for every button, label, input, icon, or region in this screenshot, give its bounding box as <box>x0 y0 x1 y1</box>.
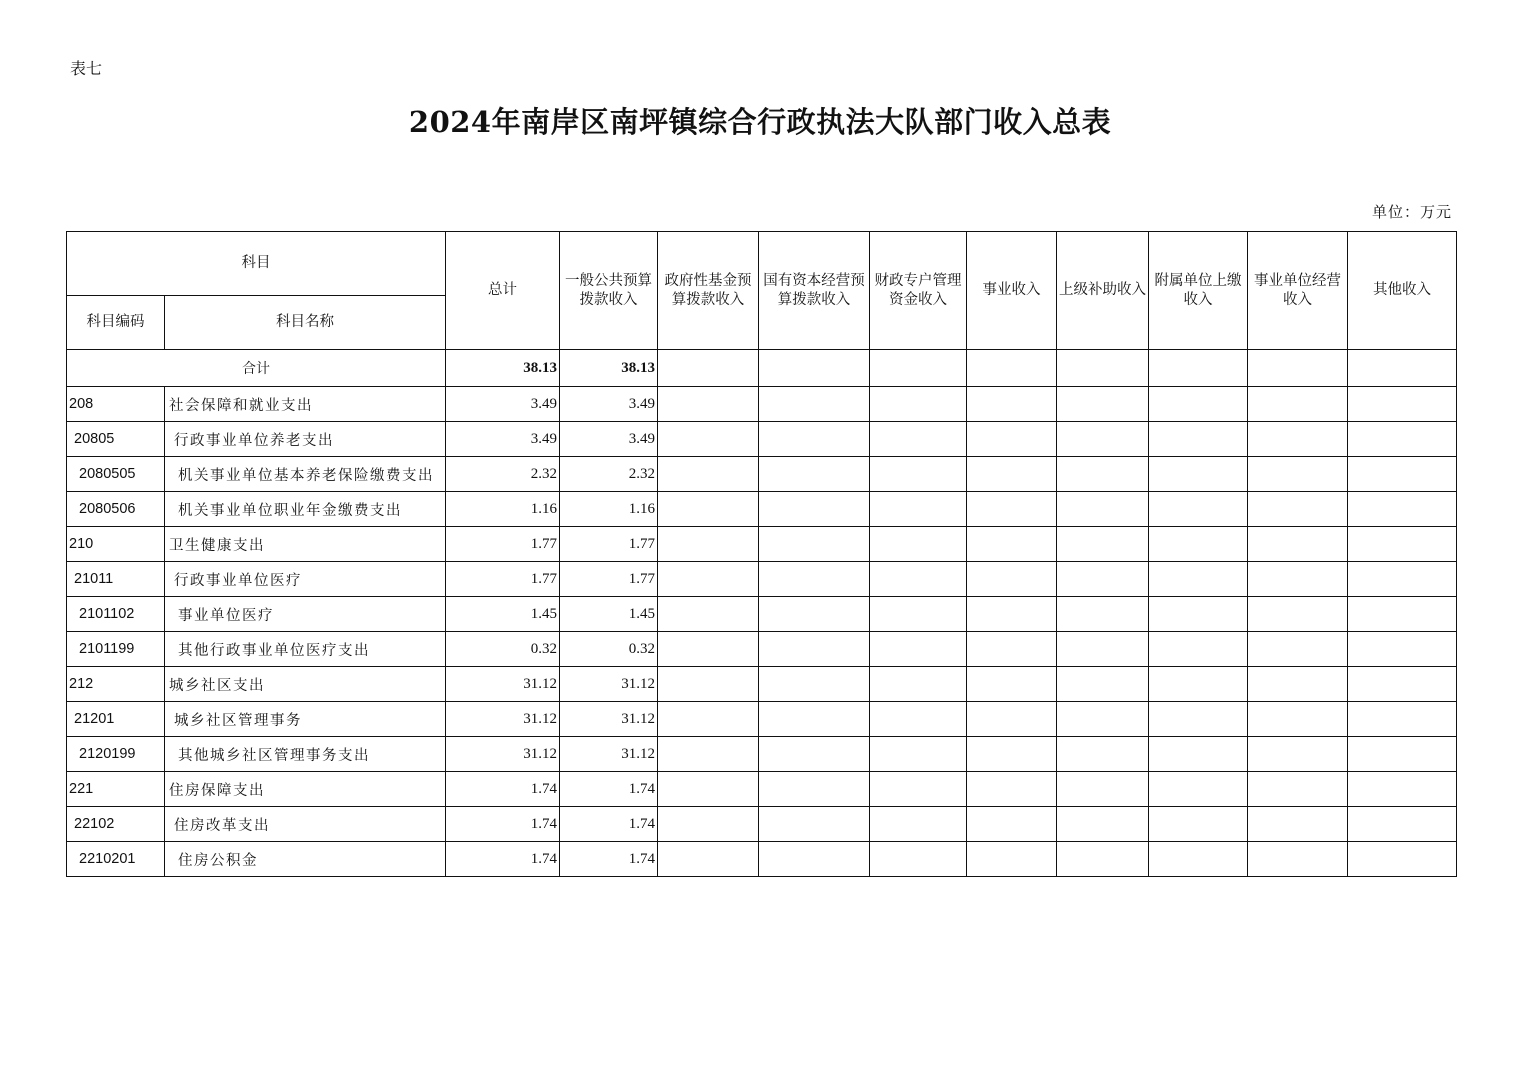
table-row <box>67 597 1457 632</box>
subject-name: 事业单位医疗 <box>165 597 446 632</box>
subject-name: 住房改革支出 <box>165 807 446 842</box>
row-general: 1.74 <box>560 807 658 842</box>
row-total: 1.77 <box>446 527 560 562</box>
row-total: 3.49 <box>446 422 560 457</box>
header-superior-subsidy: 上级补助收入 <box>1057 232 1149 350</box>
unit-label: 单位：万元 <box>1371 203 1452 221</box>
row-total: 31.12 <box>446 737 560 772</box>
subject-code: 208 <box>67 387 165 422</box>
subject-name: 住房公积金 <box>165 842 446 877</box>
income-table <box>66 231 1457 877</box>
table-row <box>67 667 1457 702</box>
row-total: 1.74 <box>446 772 560 807</box>
subject-code: 22102 <box>67 807 165 842</box>
subject-name: 社会保障和就业支出 <box>165 387 446 422</box>
subject-code: 2101199 <box>67 632 165 667</box>
subject-code: 210 <box>67 527 165 562</box>
row-general: 1.77 <box>560 562 658 597</box>
subject-code: 2120199 <box>67 737 165 772</box>
table-row <box>67 387 1457 422</box>
table-row <box>67 632 1457 667</box>
subject-name: 城乡社区管理事务 <box>165 702 446 737</box>
table-row <box>67 772 1457 807</box>
row-total: 31.12 <box>446 702 560 737</box>
subject-code: 2080505 <box>67 457 165 492</box>
row-total: 1.77 <box>446 562 560 597</box>
subject-name: 其他行政事业单位医疗支出 <box>165 632 446 667</box>
subject-code: 2210201 <box>67 842 165 877</box>
table-row <box>67 562 1457 597</box>
subject-code: 221 <box>67 772 165 807</box>
header-state-capital: 国有资本经营预算拨款收入 <box>759 232 870 350</box>
header-special-account: 财政专户管理资金收入 <box>870 232 967 350</box>
summary-general: 38.13 <box>560 350 658 387</box>
subject-name: 卫生健康支出 <box>165 527 446 562</box>
row-total: 1.16 <box>446 492 560 527</box>
summary-label: 合计 <box>67 350 446 387</box>
table-number-label: 表七 <box>70 59 103 78</box>
row-general: 3.49 <box>560 387 658 422</box>
header-other-income: 其他收入 <box>1348 232 1457 350</box>
header-subject: 科目 <box>67 232 446 296</box>
subject-code: 2080506 <box>67 492 165 527</box>
row-total: 1.74 <box>446 842 560 877</box>
row-general: 31.12 <box>560 702 658 737</box>
row-total: 31.12 <box>446 667 560 702</box>
subject-name: 其他城乡社区管理事务支出 <box>165 737 446 772</box>
summary-total: 38.13 <box>446 350 560 387</box>
table-row <box>67 702 1457 737</box>
table-row <box>67 842 1457 877</box>
header-subject-code: 科目编码 <box>67 296 165 350</box>
row-total: 2.32 <box>446 457 560 492</box>
subject-code: 20805 <box>67 422 165 457</box>
row-general: 1.74 <box>560 842 658 877</box>
header-operating-income: 事业单位经营收入 <box>1248 232 1348 350</box>
row-general: 1.77 <box>560 527 658 562</box>
subject-name: 机关事业单位职业年金缴费支出 <box>165 492 446 527</box>
summary-row <box>67 350 1457 387</box>
row-total: 1.74 <box>446 807 560 842</box>
subject-name: 行政事业单位养老支出 <box>165 422 446 457</box>
header-affiliated-units: 附属单位上缴收入 <box>1149 232 1248 350</box>
row-general: 0.32 <box>560 632 658 667</box>
row-general: 1.74 <box>560 772 658 807</box>
row-general: 1.45 <box>560 597 658 632</box>
subject-name: 住房保障支出 <box>165 772 446 807</box>
row-total: 3.49 <box>446 387 560 422</box>
table-row <box>67 527 1457 562</box>
row-total: 1.45 <box>446 597 560 632</box>
row-general: 2.32 <box>560 457 658 492</box>
subject-code: 21011 <box>67 562 165 597</box>
row-general: 31.12 <box>560 737 658 772</box>
table-row <box>67 422 1457 457</box>
subject-name: 城乡社区支出 <box>165 667 446 702</box>
header-business-income: 事业收入 <box>967 232 1057 350</box>
header-fund-budget: 政府性基金预算拨款收入 <box>658 232 759 350</box>
row-general: 3.49 <box>560 422 658 457</box>
header-subject-name: 科目名称 <box>165 296 446 350</box>
subject-name: 行政事业单位医疗 <box>165 562 446 597</box>
page-title: 2024年南岸区南坪镇综合行政执法大队部门收入总表 <box>408 105 1112 139</box>
table-row <box>67 807 1457 842</box>
subject-code: 212 <box>67 667 165 702</box>
subject-name: 机关事业单位基本养老保险缴费支出 <box>165 457 446 492</box>
header-general-budget: 一般公共预算拨款收入 <box>560 232 658 350</box>
table-row <box>67 737 1457 772</box>
subject-code: 2101102 <box>67 597 165 632</box>
row-general: 31.12 <box>560 667 658 702</box>
header-total: 总计 <box>446 232 560 350</box>
subject-code: 21201 <box>67 702 165 737</box>
row-total: 0.32 <box>446 632 560 667</box>
table-row <box>67 457 1457 492</box>
table-row <box>67 492 1457 527</box>
row-general: 1.16 <box>560 492 658 527</box>
